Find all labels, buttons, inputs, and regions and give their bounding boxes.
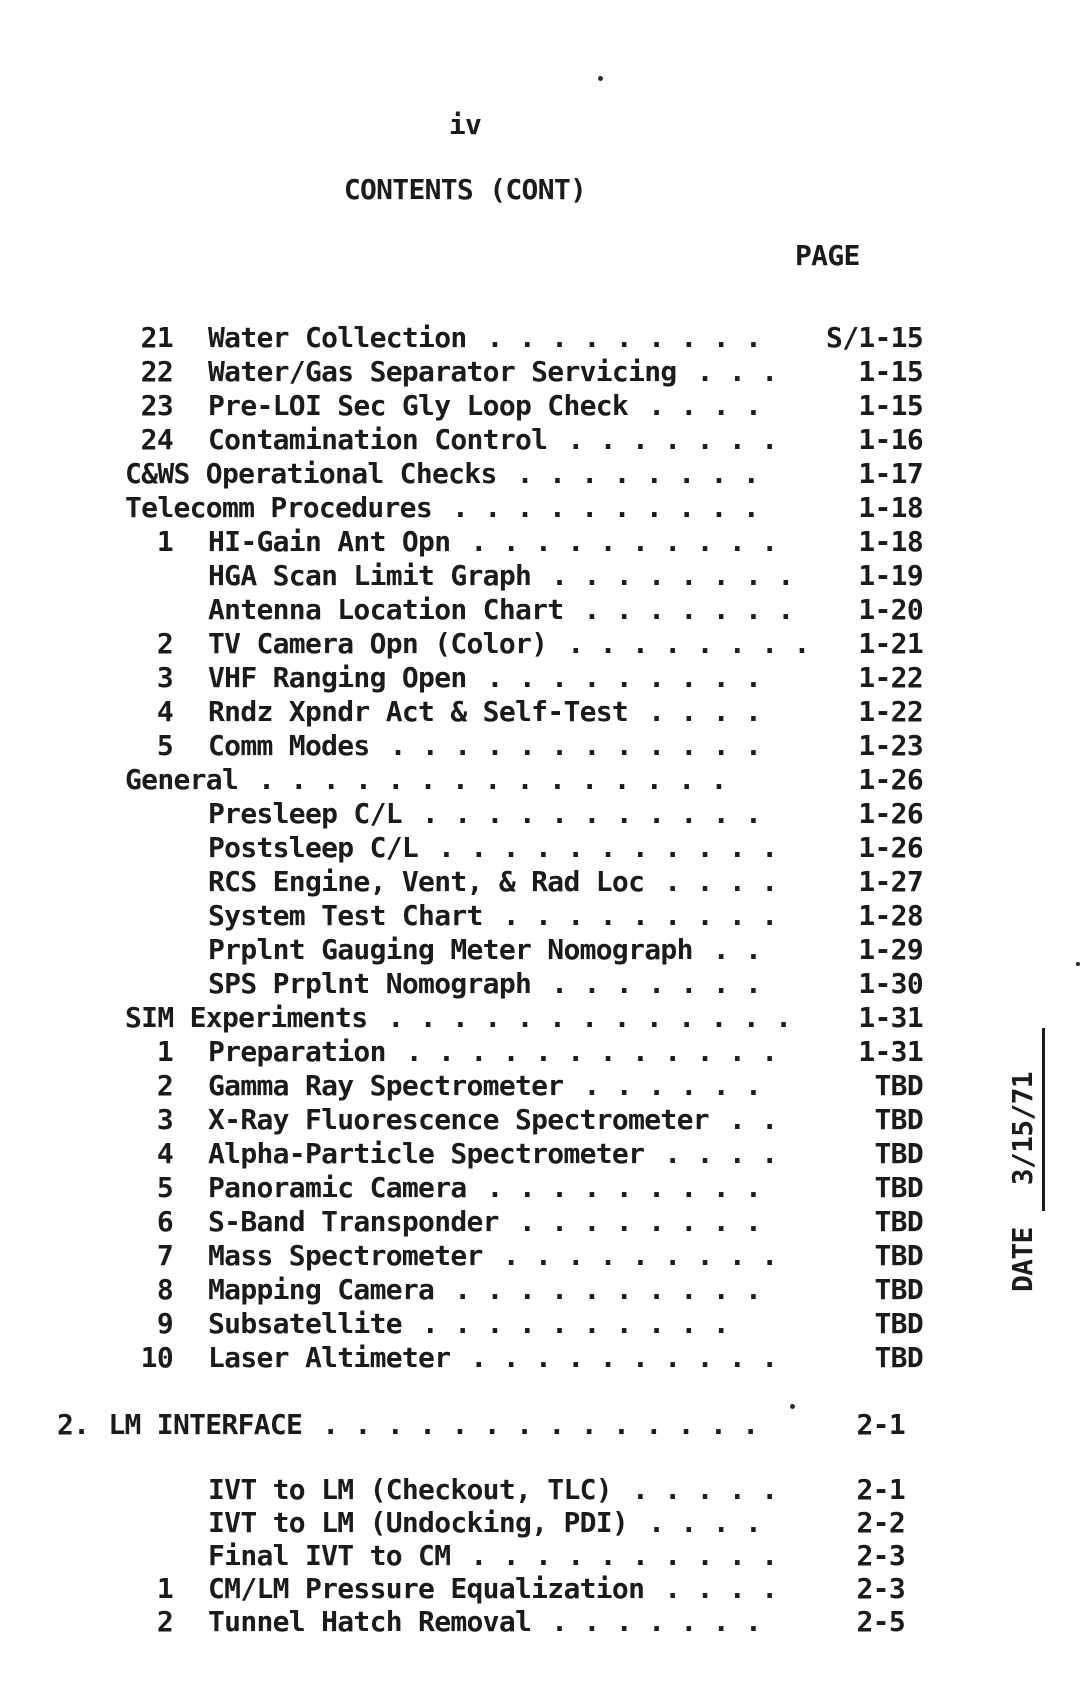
- toc-row: [0, 695, 923, 729]
- toc-entry-title: Subsatellite: [208, 1307, 402, 1340]
- toc-entry-title: Mapping Camera: [208, 1273, 435, 1306]
- toc-entry-title: Postsleep C/L: [208, 831, 419, 864]
- toc-row: [0, 627, 923, 661]
- contents-list-section2: [0, 1473, 905, 1638]
- page-ref: TBD: [874, 1171, 923, 1204]
- toc-entry-number: 1: [156, 525, 173, 558]
- toc-entry-title: Mass Spectrometer: [208, 1239, 483, 1272]
- page-ref: 1-22: [858, 661, 923, 694]
- dot-leader: . . . . . . . .: [551, 559, 794, 592]
- page-ref: 1-31: [858, 1001, 923, 1034]
- toc-row: [0, 525, 923, 559]
- page-ref: 1-15: [858, 389, 923, 422]
- page-ref: TBD: [874, 1239, 923, 1272]
- toc-row: [0, 1001, 923, 1035]
- page-ref: 2-3: [856, 1572, 905, 1605]
- toc-entry-title: VHF Ranging Open: [208, 661, 467, 694]
- toc-row: [0, 1307, 923, 1341]
- toc-entry-number: 10: [140, 1341, 173, 1374]
- toc-entry-title: Laser Altimeter: [208, 1341, 451, 1374]
- toc-row: [0, 1069, 923, 1103]
- toc-row: [0, 1506, 905, 1539]
- toc-row: [0, 763, 923, 797]
- page-ref: 1-26: [858, 763, 923, 796]
- dot-leader: . . . . .: [631, 1473, 778, 1506]
- dot-leader: . . . .: [664, 1572, 778, 1605]
- toc-row: [0, 389, 923, 423]
- page-ref: TBD: [874, 1103, 923, 1136]
- toc-row: [0, 1205, 923, 1239]
- contents-list-section1: [0, 321, 923, 1375]
- date-value: 3/15/71: [1006, 1028, 1045, 1211]
- dot-leader: . . . . . . . . . . .: [438, 831, 778, 864]
- toc-entry-number: 21: [140, 321, 173, 354]
- page-ref: 1-26: [858, 797, 923, 830]
- page-ref: 1-28: [858, 899, 923, 932]
- toc-entry-title: X-Ray Fluorescence Spectrometer: [208, 1103, 709, 1136]
- dot-leader: . . . . . . . .: [516, 457, 759, 490]
- page-ref: 2-1: [856, 1408, 905, 1441]
- toc-entry-number: 4: [156, 1137, 173, 1170]
- toc-entry-title: RCS Engine, Vent, & Rad Loc: [208, 865, 645, 898]
- toc-entry-title: Comm Modes: [208, 729, 370, 762]
- toc-entry-number: 4: [156, 695, 173, 728]
- dot-leader: . . . . . . . . .: [502, 1239, 778, 1272]
- dot-leader: . . . . . . . . . .: [470, 525, 778, 558]
- toc-entry-number: 2: [156, 1605, 173, 1638]
- dot-leader: . . . . . . . . . .: [470, 1539, 778, 1572]
- toc-entry-title: HGA Scan Limit Graph: [208, 559, 532, 592]
- section2-heading-row: [0, 1408, 905, 1442]
- toc-entry-title: Preparation: [208, 1035, 386, 1068]
- dot-leader: . .: [712, 933, 762, 966]
- dot-leader: . . . . . . . . .: [486, 661, 762, 694]
- toc-entry-title: IVT to LM (Checkout, TLC): [208, 1473, 612, 1506]
- page-ref: TBD: [874, 1341, 923, 1374]
- page-ref: TBD: [874, 1273, 923, 1306]
- dot-leader: . . . . . . . . .: [486, 321, 762, 354]
- date-label: DATE: [1006, 1227, 1039, 1292]
- dot-leader: . . . . . . . . . .: [454, 1273, 762, 1306]
- toc-row: [0, 1539, 905, 1572]
- toc-entry-title: TV Camera Opn (Color): [208, 627, 548, 660]
- dot-leader: . . . . . . . .: [567, 627, 810, 660]
- dot-leader: . . . . . . . . . . .: [421, 797, 762, 830]
- toc-entry-title: Pre-LOI Sec Gly Loop Check: [208, 389, 629, 422]
- page-ref: 1-23: [858, 729, 923, 762]
- toc-row: [0, 831, 923, 865]
- toc-entry-title: SPS Prplnt Nomograph: [208, 967, 532, 1000]
- toc-entry-number: 3: [156, 1103, 173, 1136]
- dot-leader: . . . .: [648, 695, 762, 728]
- toc-row: [0, 355, 923, 389]
- page-ref: 1-21: [858, 627, 923, 660]
- toc-entry-title: Water Collection: [208, 321, 467, 354]
- page-ref: 1-20: [858, 593, 923, 626]
- dot-leader: . . . . . . . . . . . . . . .: [258, 763, 727, 796]
- page-ref: 1-31: [858, 1035, 923, 1068]
- dot-leader: . . . . . . .: [551, 967, 762, 1000]
- toc-row: [0, 457, 923, 491]
- toc-entry-title: HI-Gain Ant Opn: [208, 525, 451, 558]
- toc-entry-number: 7: [156, 1239, 173, 1272]
- page-column-header: PAGE: [795, 239, 860, 272]
- dot-leader: . . . . . . .: [567, 423, 778, 456]
- toc-entry-title: S-Band Transponder: [208, 1205, 499, 1238]
- toc-row: [0, 1035, 923, 1069]
- page-ref: 2-1: [856, 1473, 905, 1506]
- toc-entry-number: 8: [156, 1273, 173, 1306]
- toc-row: [0, 559, 923, 593]
- dot-leader: . . . . . . . . .: [502, 899, 778, 932]
- dot-leader: . . . .: [648, 389, 762, 422]
- page-ref: 1-26: [858, 831, 923, 864]
- dot-leader: . . . .: [664, 1137, 778, 1170]
- toc-entry-title: Prplnt Gauging Meter Nomograph: [208, 933, 693, 966]
- dot-leader: . .: [728, 1103, 778, 1136]
- toc-entry-title: Presleep C/L: [208, 797, 402, 830]
- toc-row: [0, 1605, 905, 1638]
- toc-entry-title: Tunnel Hatch Removal: [208, 1605, 532, 1638]
- toc-row: [0, 1473, 905, 1506]
- toc-entry-number: 5: [156, 1171, 173, 1204]
- toc-entry-title: CM/LM Pressure Equalization: [208, 1572, 645, 1605]
- toc-row: [0, 1137, 923, 1171]
- dot-leader: . . . . . . . . . . . .: [389, 729, 762, 762]
- dot-leader: . . . . . . . . . . . . .: [387, 1001, 792, 1034]
- dot-leader: . . . . . . . . . .: [421, 1307, 729, 1340]
- page-ref: 1-15: [858, 355, 923, 388]
- toc-entry-title: Gamma Ray Spectrometer: [208, 1069, 564, 1102]
- page-ref: 1-18: [858, 491, 923, 524]
- page-ref: 1-17: [858, 457, 923, 490]
- dot-leader: . . .: [696, 355, 778, 388]
- toc-entry-number: 6: [156, 1205, 173, 1238]
- dot-leader: . . . . . . . . . .: [470, 1341, 778, 1374]
- scan-speck: [1076, 962, 1080, 966]
- page-ref: 2-3: [856, 1539, 905, 1572]
- toc-row: [0, 1572, 905, 1605]
- page-ref: 1-30: [858, 967, 923, 1000]
- page-ref: 1-27: [858, 865, 923, 898]
- toc-entry-number: 3: [156, 661, 173, 694]
- toc-entry-number: 9: [156, 1307, 173, 1340]
- page-ref: S/1-15: [826, 321, 923, 354]
- toc-entry-number: 5: [156, 729, 173, 762]
- page-ref: 2-5: [856, 1605, 905, 1638]
- toc-entry-title: General: [125, 763, 239, 796]
- page-ref: TBD: [874, 1205, 923, 1238]
- toc-entry-title: IVT to LM (Undocking, PDI): [208, 1506, 629, 1539]
- dot-leader: . . . . . . . . . . . . . .: [322, 1408, 759, 1441]
- toc-row: [0, 321, 923, 355]
- dot-leader: . . . . . . .: [551, 1605, 762, 1638]
- toc-row: [0, 933, 923, 967]
- toc-entry-number: 22: [140, 355, 173, 388]
- dot-leader: . . . . . . . . .: [486, 1171, 762, 1204]
- page-ref: 1-16: [858, 423, 923, 456]
- toc-entry-number: 24: [140, 423, 173, 456]
- toc-entry-title: Contamination Control: [208, 423, 548, 456]
- toc-entry-title: Telecomm Procedures: [125, 491, 432, 524]
- page-ref: TBD: [874, 1069, 923, 1102]
- toc-entry-title: Water/Gas Separator Servicing: [208, 355, 677, 388]
- toc-entry-number: 2: [156, 1069, 173, 1102]
- toc-row: [0, 865, 923, 899]
- dot-leader: . . . . . . . . . .: [452, 491, 759, 524]
- page-title: CONTENTS (CONT): [343, 173, 587, 206]
- page-ref: 1-22: [858, 695, 923, 728]
- dot-leader: . . . . . .: [583, 1069, 762, 1102]
- toc-row: [0, 1273, 923, 1307]
- toc-row: [0, 491, 923, 525]
- toc-entry-number: 23: [140, 389, 173, 422]
- dot-leader: . . . . . . . . . . . .: [405, 1035, 778, 1068]
- section-title: LM INTERFACE: [108, 1408, 303, 1441]
- toc-row: [0, 661, 923, 695]
- page-ref: 2-2: [856, 1506, 905, 1539]
- toc-entry-number: 1: [156, 1572, 173, 1605]
- scan-speck: [790, 1404, 795, 1409]
- toc-entry-title: Rndz Xpndr Act & Self-Test: [208, 695, 629, 728]
- toc-entry-title: SIM Experiments: [125, 1001, 368, 1034]
- toc-row: [0, 729, 923, 763]
- page-ref: 1-18: [858, 525, 923, 558]
- page-ref: TBD: [874, 1307, 923, 1340]
- page-ref: TBD: [874, 1137, 923, 1170]
- toc-row: [0, 593, 923, 627]
- dot-leader: . . . . . . .: [583, 593, 794, 626]
- toc-row: [0, 1103, 923, 1137]
- toc-row: [0, 423, 923, 457]
- date-stamp: [1006, 1007, 1046, 1292]
- toc-entry-number: 2: [156, 627, 173, 660]
- toc-entry-title: C&WS Operational Checks: [125, 457, 497, 490]
- dot-leader: . . . .: [648, 1506, 762, 1539]
- toc-entry-title: System Test Chart: [208, 899, 483, 932]
- toc-row: [0, 967, 923, 1001]
- page-ref: 1-19: [858, 559, 923, 592]
- toc-entry-title: Panoramic Camera: [208, 1171, 467, 1204]
- toc-row: [0, 1341, 923, 1375]
- toc-entry-title: Alpha-Particle Spectrometer: [208, 1137, 645, 1170]
- page-folio: iv: [448, 108, 482, 141]
- toc-row: [0, 797, 923, 831]
- toc-entry-title: Antenna Location Chart: [208, 593, 564, 626]
- toc-row: [0, 899, 923, 933]
- page-ref: 1-29: [858, 933, 923, 966]
- scan-speck: [598, 76, 603, 81]
- toc-entry-title: Final IVT to CM: [208, 1539, 451, 1572]
- dot-leader: . . . .: [664, 865, 778, 898]
- section-number: 2.: [57, 1408, 90, 1441]
- toc-row: [0, 1239, 923, 1273]
- dot-leader: . . . . . . . .: [518, 1205, 762, 1238]
- toc-entry-number: 1: [156, 1035, 173, 1068]
- toc-row: [0, 1171, 923, 1205]
